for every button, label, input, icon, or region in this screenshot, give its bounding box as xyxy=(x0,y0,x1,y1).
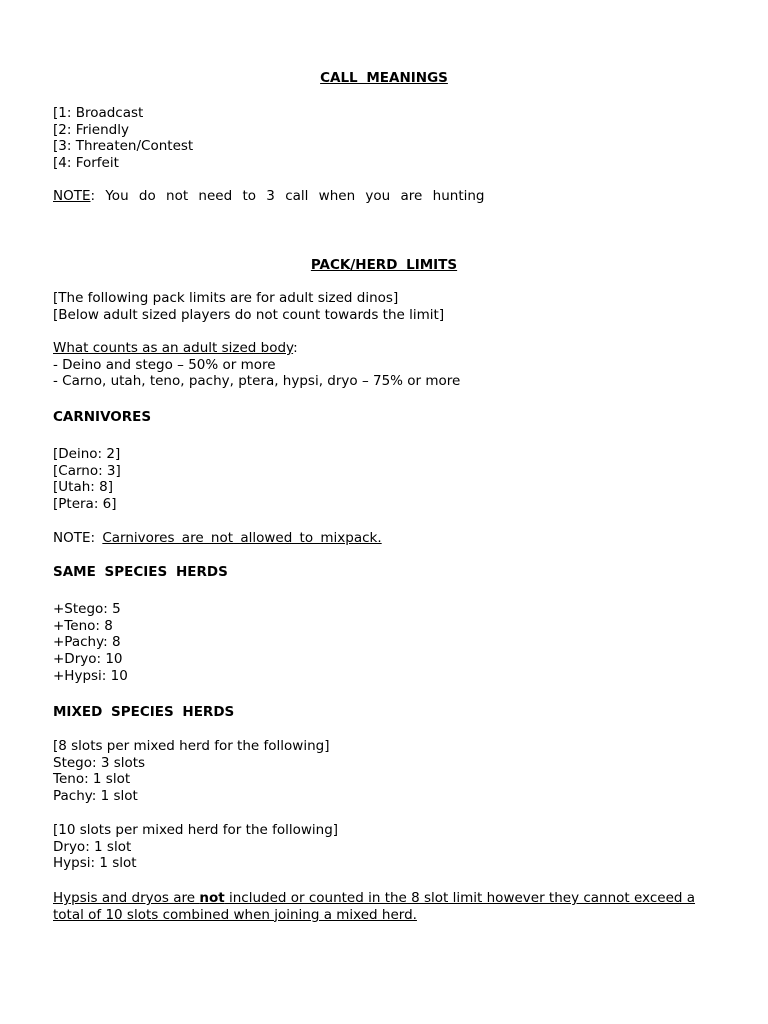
list-item: +Stego: 5 xyxy=(53,601,121,617)
list-item: - Carno, utah, teno, pachy, ptera, hypsi, dryo – 75% or more xyxy=(53,373,461,390)
intro-line: [Below adult sized players do not count towards the limit] xyxy=(53,306,445,323)
emphasis-not: not xyxy=(199,890,225,906)
pack-limits-intro xyxy=(53,290,708,323)
pack-herd-limits-heading: PACK/HERD LIMITS xyxy=(310,257,458,273)
list-item: [Ptera: 6] xyxy=(53,496,117,513)
list-item: [10 slots per mixed herd for the following] xyxy=(53,822,339,838)
list-item: Teno: 1 slot xyxy=(53,771,131,788)
list-item: Hypsi: 1 slot xyxy=(53,855,137,872)
carnivores-note xyxy=(53,530,708,547)
list-item: Pachy: 1 slot xyxy=(53,788,138,805)
adult-size-section xyxy=(53,340,708,390)
call-meanings-list xyxy=(53,105,708,172)
mixed-species-heading: MIXED SPECIES HERDS xyxy=(53,704,235,720)
same-species-heading: SAME SPECIES HERDS xyxy=(53,564,228,580)
intro-line: [The following pack limits are for adult sized dinos] xyxy=(53,290,399,306)
adult-size-label-line: What counts as an adult sized body: xyxy=(53,340,298,356)
list-item: Dryo: 1 slot xyxy=(53,838,132,855)
note-label: NOTE xyxy=(53,188,91,204)
list-item: +Pachy: 8 xyxy=(53,634,121,651)
list-item: [3: Threaten/Contest xyxy=(53,138,194,155)
list-item: [Carno: 3] xyxy=(53,462,121,479)
list-item: [4: Forfeit xyxy=(53,155,119,172)
list-item: [8 slots per mixed herd for the following] xyxy=(53,738,330,754)
note-label: NOTE: xyxy=(53,530,103,546)
mixed-herd-final-note: Hypsis and dryos are not included or counted in the 8 slot limit however they cannot exceed a total of 10 slots combined when joining a mixed herd. xyxy=(53,890,696,923)
call-meanings-heading: CALL MEANINGS xyxy=(320,70,448,86)
list-item: - Deino and stego – 50% or more xyxy=(53,356,276,373)
list-item: +Hypsi: 10 xyxy=(53,667,128,684)
mixed-group-8 xyxy=(53,738,708,805)
list-item: [Deino: 2] xyxy=(53,446,121,462)
adult-size-label: What counts as an adult sized body xyxy=(53,340,294,356)
same-species-list xyxy=(53,601,708,685)
list-item: [1: Broadcast xyxy=(53,105,144,121)
list-item: [2: Friendly xyxy=(53,121,129,138)
list-item: Stego: 3 slots xyxy=(53,754,146,771)
note-text: Carnivores are not allowed to mixpack. xyxy=(102,530,382,546)
mixed-group-10 xyxy=(53,822,708,872)
list-item: +Dryo: 10 xyxy=(53,651,123,668)
note-text: : You do not need to 3 call when you are hunting xyxy=(90,188,485,204)
call-note xyxy=(53,188,708,205)
carnivores-list xyxy=(53,446,708,513)
carnivores-heading: CARNIVORES xyxy=(53,409,152,425)
list-item: [Utah: 8] xyxy=(53,479,113,496)
list-item: +Teno: 8 xyxy=(53,617,113,634)
